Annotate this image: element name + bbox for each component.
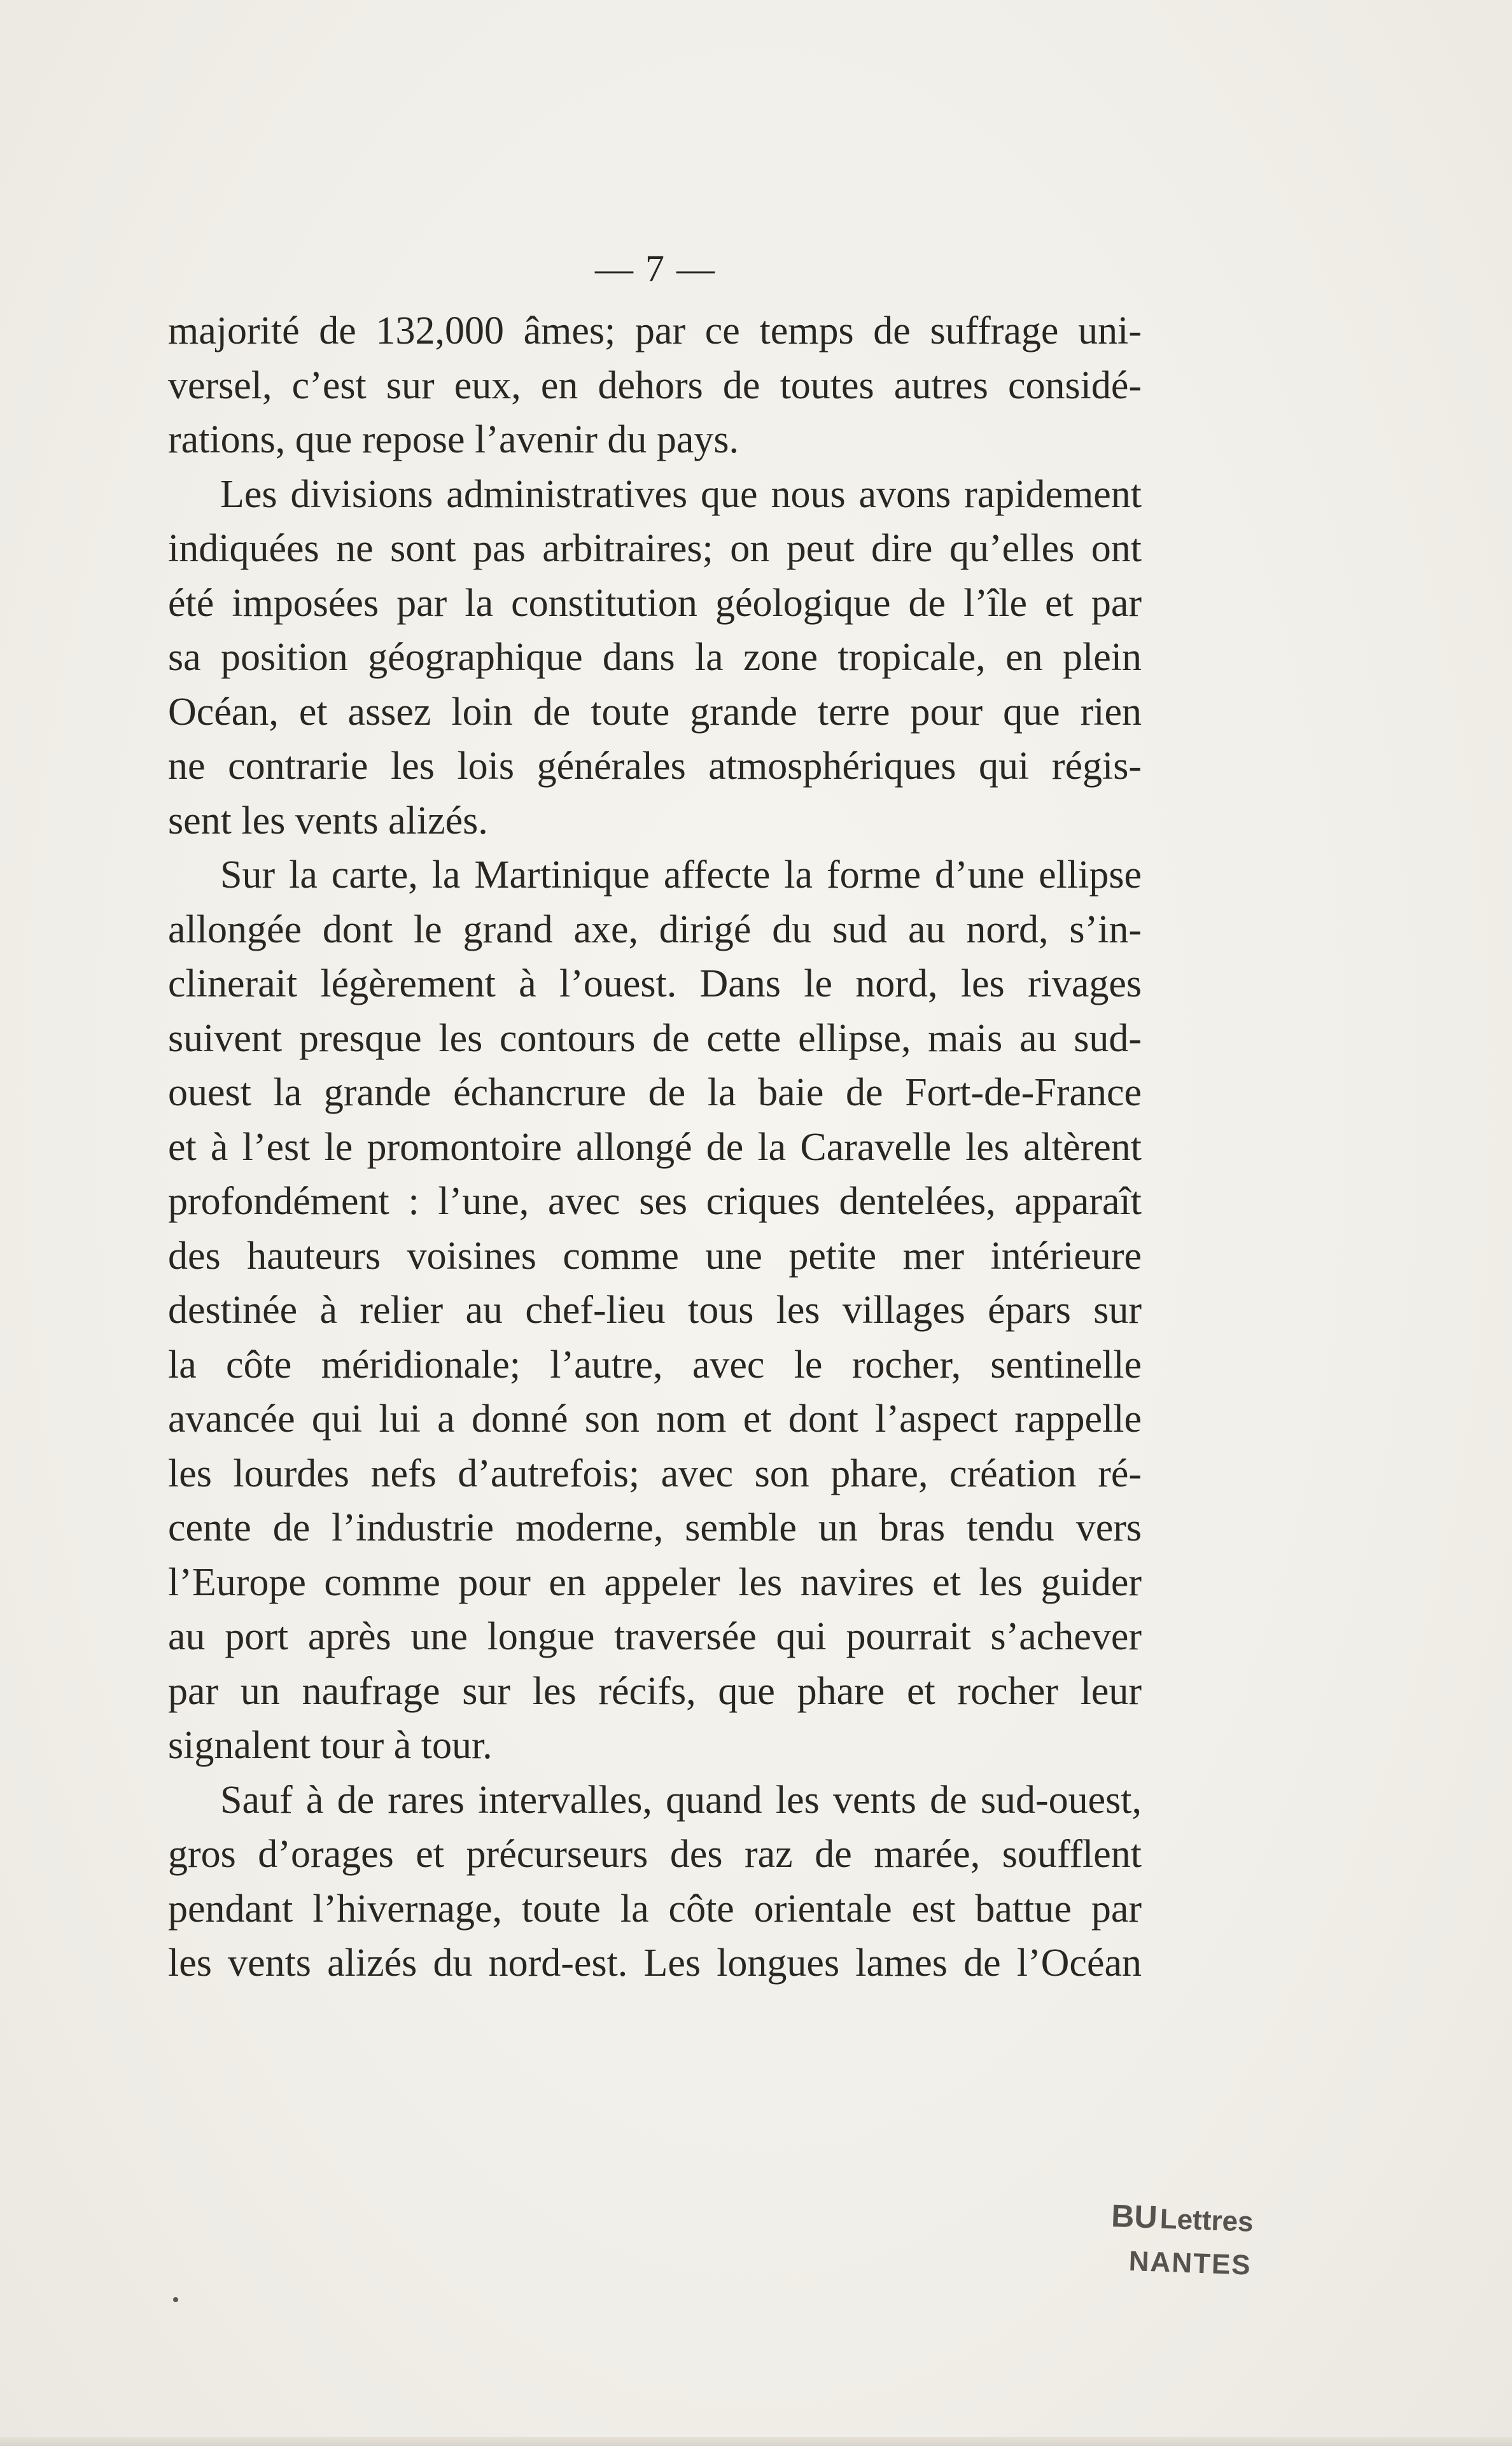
text-line: les lourdes nefs d’autrefois; avec son phare, création ré- — [168, 1451, 1142, 1495]
ink-speck — [173, 2297, 178, 2302]
page-number: — 7 — — [595, 248, 716, 290]
text-line: l’Europe comme pour en appeler les navires et les guider — [168, 1560, 1142, 1604]
text-line: clinerait légèrement à l’ouest. Dans le nord, les rivages — [168, 962, 1142, 1005]
text-line: allongée dont le grand axe, dirigé du sud au nord, s’in- — [168, 907, 1142, 951]
library-stamp — [1109, 2197, 1296, 2286]
text-line: ne contrarie les lois générales atmosphériques qui régis- — [168, 744, 1142, 788]
text-line: versel, c’est sur eux, en dehors de toutes autres considé- — [168, 363, 1142, 407]
text-line: ouest la grande échancrure de la baie de Fort-de-France — [168, 1071, 1142, 1114]
text-line: Océan, et assez loin de toute grande terre pour que rien — [168, 690, 1142, 734]
text-line: cente de l’industrie moderne, semble un bras tendu vers — [168, 1506, 1142, 1549]
text-line: par un naufrage sur les récifs, que phare et rocher leur — [168, 1669, 1142, 1713]
stamp-nantes: NANTES — [1128, 2245, 1252, 2281]
text-line: Sauf à de rares intervalles, quand les vents de sud-ouest, — [220, 1778, 1142, 1822]
body-text — [168, 304, 1142, 1991]
text-line: des hauteurs voisines comme une petite mer intérieure — [168, 1234, 1142, 1278]
text-line: au port après une longue traversée qui pourrait s’achever — [168, 1615, 1142, 1658]
text-line: Les divisions administratives que nous avons rapidement — [220, 472, 1142, 516]
text-line: été imposées par la constitution géologique de l’île et par — [168, 581, 1142, 625]
text-line: suivent presque les contours de cette ellipse, mais au sud- — [168, 1016, 1142, 1060]
text-line: profondément : l’une, avec ses criques dentelées, apparaît — [168, 1180, 1142, 1223]
text-line: rations, que repose l’avenir du pays. — [168, 418, 739, 461]
text-line: sent les vents alizés. — [168, 799, 488, 842]
text-line: sa position géographique dans la zone tropicale, en plein — [168, 636, 1142, 679]
text-line: les vents alizés du nord-est. Les longues lames de l’Océan — [168, 1941, 1142, 1985]
stamp-bu: BU — [1110, 2197, 1158, 2235]
text-line: indiquées ne sont pas arbitraires; on peut dire qu’elles ont — [168, 527, 1142, 570]
text-line: pendant l’hivernage, toute la côte orientale est battue par — [168, 1887, 1142, 1931]
text-line: destinée à relier au chef-lieu tous les villages épars sur — [168, 1289, 1142, 1332]
text-line: Sur la carte, la Martinique affecte la forme d’une ellipse — [220, 853, 1142, 897]
text-line: avancée qui lui a donné son nom et dont l’aspect rappelle — [168, 1397, 1142, 1441]
text-line: gros d’orages et précurseurs des raz de marée, soufflent — [168, 1833, 1142, 1876]
page-edge — [0, 2437, 1512, 2446]
text-line: majorité de 132,000 âmes; par ce temps de suffrage uni- — [168, 309, 1142, 353]
stamp-lettres: Lettres — [1159, 2203, 1254, 2238]
text-line: et à l’est le promontoire allongé de la Caravelle les altèrent — [168, 1125, 1142, 1169]
text-line: la côte méridionale; l’autre, avec le rocher, sentinelle — [168, 1343, 1142, 1387]
text-line: signalent tour à tour. — [168, 1724, 493, 1767]
